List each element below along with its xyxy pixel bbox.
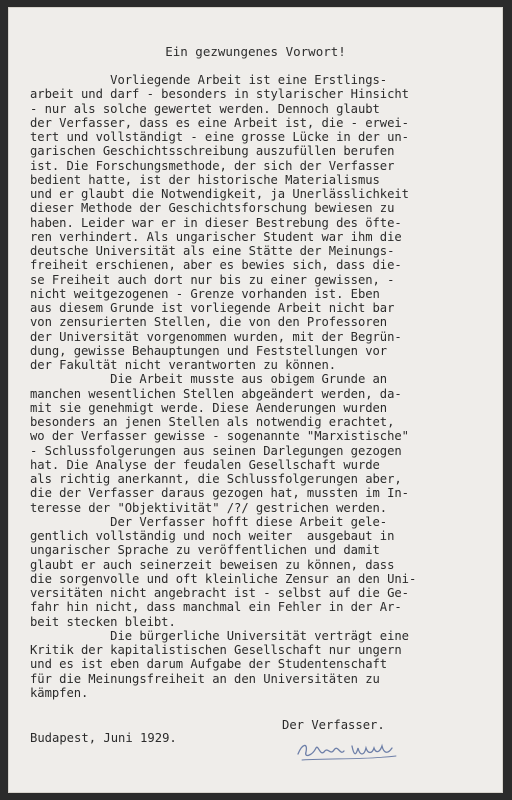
text-line: versitäten nicht angebracht ist - selbst auf die Ge- — [30, 586, 409, 600]
text-line: bedient hatte, ist der historische Materialismus — [30, 172, 380, 187]
text-line: als richtig anerkannt, die Schlussfolgerungen aber, — [30, 472, 402, 486]
text-line: die sorgenvolle und oft kleinliche Zensur an den Uni- — [30, 571, 417, 586]
text-line: dieser Methode der Geschichtsforschung bewiesen zu — [30, 201, 395, 216]
text-line: tert und vollständigt - eine grosse Lücke in der un- — [30, 130, 409, 144]
text-line: - nur als solche gewertet werden. Dennoch glaubt — [30, 101, 380, 116]
text-line: nicht weitgezogenen - Grenze vorhanden ist. Eben — [30, 286, 380, 301]
text-line: kämpfen. — [30, 685, 89, 700]
text-line: haben. Leider war er in dieser Bestrebung des öfte- — [30, 215, 402, 230]
text-line: von zensurierten Stellen, die von den Professoren — [30, 315, 388, 330]
text-line: Die bürgerliche Universität verträgt eine — [30, 628, 409, 643]
text-line: arbeit und darf - besonders in stylarischer Hinsicht — [30, 87, 409, 102]
document-footer — [30, 718, 490, 766]
text-line: garischen Geschichtsschreibung auszufüllen berufen — [30, 144, 395, 159]
text-line: mit sie genehmigt werde. Diese Aenderungen wurden — [30, 400, 388, 415]
text-line: manchen wesentlichen Stellen abgeändert werden, da- — [30, 386, 402, 401]
text-line: und er glaubt die Notwendigkeit, ja Unerlässlichkeit — [30, 187, 409, 201]
text-line: fahr hin nicht, dass manchmal ein Fehler in der Ar- — [30, 600, 402, 615]
text-line: glaubt er auch seinerzeit beweisen zu können, dass — [30, 557, 395, 572]
text-line: für die Meinungsfreiheit an den Universitäten zu — [30, 671, 380, 686]
text-line: und es ist eben darum Aufgabe der Studentenschaft — [30, 657, 388, 672]
text-line: Die Arbeit musste aus obigem Grunde an — [30, 372, 388, 387]
document-page — [8, 7, 503, 793]
text-line: hat. Die Analyse der feudalen Gesellschaft wurde — [30, 457, 380, 472]
closing-line: Der Verfasser. — [282, 718, 385, 732]
text-line: se Freiheit auch dort nur bis zu einer gewissen, - — [30, 272, 395, 287]
text-line: Der Verfasser hofft diese Arbeit gele- — [30, 514, 388, 529]
text-line: ist. Die Forschungsmethode, der sich der Verfasser — [30, 158, 395, 173]
text-line: wo der Verfasser gewisse - sogenannte "Marxistische" — [30, 429, 409, 444]
text-line: ungarischer Sprache zu veröffentlichen und damit — [30, 543, 380, 558]
handwritten-signature — [292, 734, 412, 766]
text-line: aus diesem Grunde ist vorliegende Arbeit nicht bar — [30, 301, 395, 315]
text-line: gentlich vollständig und noch weiter ausgebaut in — [30, 529, 395, 543]
text-line: - Schlussfolgerungen aus seinen Darlegungen gezogen — [30, 443, 402, 458]
text-line: der Universität vorgenommen wurden, mit der Begrün- — [30, 329, 402, 344]
document-body — [30, 73, 500, 700]
text-line: Kritik der kapitalistischen Gesellschaft nur ungern — [30, 643, 402, 657]
text-line: beit stecken bleibt. — [30, 614, 176, 629]
date-line: Budapest, Juni 1929. — [30, 731, 177, 745]
text-line: teresse der "Objektivität" /?/ gestrichen werden. — [30, 500, 388, 515]
text-line: freiheit erschienen, aber es bewies sich, dass die- — [30, 258, 402, 273]
document-title: Ein gezwungenes Vorwort! — [165, 44, 346, 59]
text-line: besonders an jenen Stellen als notwendig erachtet, — [30, 415, 395, 429]
text-line: deutsche Universität als eine Stätte der Meinungs- — [30, 244, 395, 258]
text-line: dung, gewisse Behauptungen und Feststellungen vor — [30, 343, 388, 358]
text-line: der Fakultät nicht verantworten zu können. — [30, 358, 337, 372]
text-line: Vorliegende Arbeit ist eine Erstlings- — [30, 73, 388, 87]
text-line: die der Verfasser daraus gezogen hat, mussten im In- — [30, 486, 409, 501]
text-line: ren verhindert. Als ungarischer Student war ihm die — [30, 229, 402, 244]
text-line: der Verfasser, dass es eine Arbeit ist, die - erwei- — [30, 115, 409, 130]
